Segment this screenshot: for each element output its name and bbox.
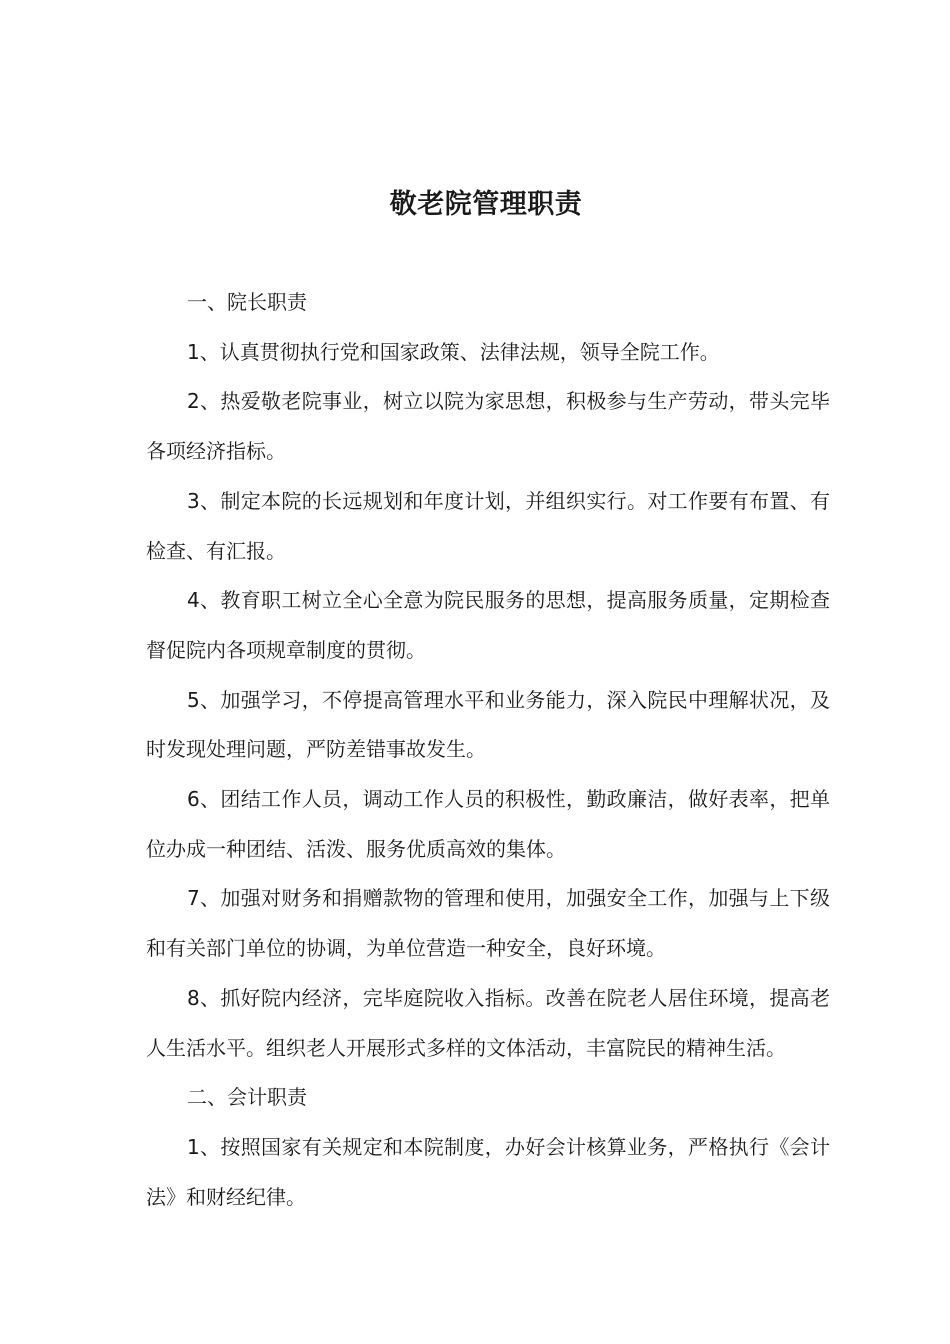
section-heading-accountant: 二、会计职责 [187,1085,307,1110]
director-duty-2: 2、热爱敬老院事业，树立以院为家思想，积极参与生产劳动，带头完毕各项经济指标。 [146,389,830,464]
director-duty-7: 7、加强对财务和捐赠款物的管理和使用，加强安全工作，加强与上下级和有关部门单位的协调，为单位营造一种安全，良好环境。 [146,886,830,961]
page-title: 敬老院管理职责 [389,189,583,220]
director-duty-6: 6、团结工作人员，调动工作人员的积极性，勤政廉洁，做好表率，把单位办成一种团结、活泼、服务优质高效的集体。 [146,787,830,861]
director-duty-4: 4、教育职工树立全心全意为院民服务的思想，提高服务质量，定期检查督促院内各项规章制度的贯彻。 [146,588,830,662]
director-duty-8: 8、抓好院内经济，完毕庭院收入指标。改善在院老人居住环境，提高老人生活水平。组织老人开展形式多样的文体活动，丰富院民的精神生活。 [146,985,830,1060]
director-duty-1: 1、认真贯彻执行党和国家政策、法律法规，领导全院工作。 [187,339,720,364]
document-body [146,278,830,1222]
section-heading-director: 一、院长职责 [187,290,307,314]
accountant-duty-1: 1、按照国家有关规定和本院制度，办好会计核算业务，严格执行《会计法》和财经纪律。 [146,1134,830,1209]
director-duty-5: 5、加强学习，不停提高管理水平和业务能力，深入院民中理解状况，及时发现处理问题，严防差错事故发生。 [146,687,830,762]
director-duty-3: 3、制定本院的长远规划和年度计划，并组织实行。对工作要有布置、有检查、有汇报。 [146,488,830,563]
